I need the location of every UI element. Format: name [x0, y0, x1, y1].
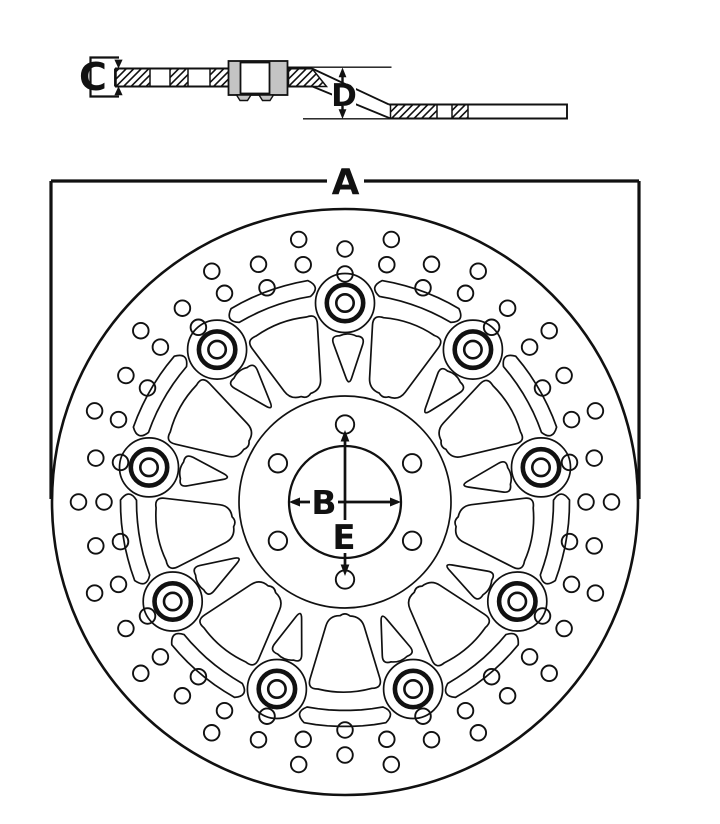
dim-label-c: C	[79, 55, 107, 99]
d-dimension	[331, 68, 357, 120]
c-dim-arrow-up	[114, 86, 122, 95]
cross-section-view	[79, 55, 567, 119]
dim-label-a: A	[331, 162, 360, 203]
dim-label-e: E	[332, 518, 356, 558]
float-button-section	[229, 61, 288, 101]
dim-label-d: D	[331, 78, 357, 114]
dim-label-b: B	[311, 483, 337, 522]
c-dim-arrow-down	[114, 60, 122, 69]
front-view	[51, 162, 639, 795]
section-hatch	[116, 69, 468, 119]
